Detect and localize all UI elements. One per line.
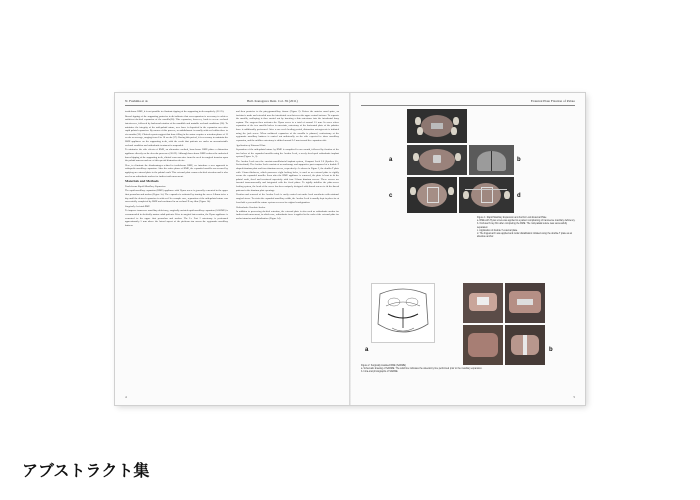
caption-line: a. Schematic drawing of SARME. The solid line indicates the osteotomy line performed prior to the maxillary expansion. [361, 368, 483, 371]
left-column-1 [125, 110, 228, 395]
figure1-photo-b [469, 145, 514, 175]
header-rule [125, 105, 339, 106]
caption-title: Figure 1: Rapid Maxillary Expansion and Anchor Lock External Plate [477, 217, 547, 219]
caption-line: d. The lingual arch was applied and molar distalization initiated using the double-T plate as an absolute anchor. [477, 233, 573, 239]
paragraph: Fixation and removal of the Anchor Lock is easily carried out under local anesthesia with minimal surgical stress. To retain the expanded maxillary width, the Anchor Lock is usually kept in place for at least half a year until the suture system recovers its original configuration. [236, 193, 339, 204]
figure1-photo-d [459, 177, 514, 213]
paragraph: To minimize the side effects of RME, an alternative method, bone-borne RME plates a distraction appliance directly on the alveolar processes (26-29). Although bone-borne RME reduces the undesired buccal tipping of the supporting teeth, clinical concerns arise from the need for surgical invasion upon the palatal mucosa and use of this special distraction device. [125, 148, 228, 163]
left-page [115, 93, 349, 405]
journal-spread [115, 93, 585, 405]
skull-drawing [372, 284, 434, 342]
page-number: 5 [573, 395, 575, 399]
paragraph: In addition to preserving skeletal retention, the external plate is also used as orthodontic anchor for further tooth movement, in which case, orthodontic force is applied to the ends of the external plate for molar intrusion and distalization (Figure 1d). [236, 209, 339, 220]
paragraph: Separation of the mid-palatal suture by RME is completed in one month, followed by fixation of the two halves of the expanded maxilla using the Anchor Lock, a newly developed orthodontic implant system (Figure 1c, 3). [236, 147, 339, 159]
figure1-label-c: c [389, 193, 393, 199]
running-head-journal: Bull. Kanagawa Dent. Col. 39 (2011) [247, 99, 298, 103]
figure1-photo-a [407, 109, 467, 143]
paragraph: tooth-borne RME, it is not possible to eliminate tipping of the supporting teeth completely (22-25). [125, 110, 225, 113]
figure2-photo-3 [463, 325, 503, 365]
caption-title: Figure 2: Surgically Assisted RME (SARME) [361, 365, 406, 367]
figure2-photo-4 [505, 325, 545, 365]
abstracts-label: アブストラクト集 [22, 461, 150, 480]
running-head-title: External Plate Fixation of Palate [530, 99, 575, 103]
paragraph: and then posterior to the pterygomaxillary fissure (Figure 2). Before the anterior nasal spine, an incision is made and extended near the interdental crest between the upper central incisors. To separate the maxilla, scalloping is then carried out by inserting a thin osteotome into the interdental bony septum. The surgeon then activates the Hyrax screw to a total of around 1.5 mm. In cases where separation of the two maxilla halves is uncertain, osteotomy of the horizontal plate of the palatine bone is additionally performed. After a one-week healing period, distraction osteogenesis is initiated using the jack screw. When unilateral expansion of the maxilla is planned, corticotomy at the zygomatic maxillary buttress is carried out unilaterally on the side expected to show maxillary expansion, and the midline osteotomy is shifted around 2-3 mm toward the expansion side. [236, 110, 339, 142]
figure2-label-a: a [365, 347, 369, 353]
paragraph: Buccal tipping of the supporting posterior teeth indicates that overexpansion is necessary to achieve sufficient skeletal expansion of the maxilla(26). This expansion, however, leads to severe occlusal interference, followed by backward rotation of the mandible and unstable occlusal conditions (26). To minimize the integrity of the mid-palatal suture, new bone is deposited in the expansion area after rapid palatal expansion. By means of this process, reestablishment is usually achieved within three to six months (26). Clinical reports suggest that bone filling in the suture requires a retention phase of 12 weeks on average, ranging from 6 to 16 weeks (27). During this period, it is necessary to maintain the RME appliance on the supporting teeth, with the result that patients are under an uncomfortable occlusal condition and orthodontic treatment is suspended. [125, 114, 228, 147]
figure2-photo-2 [505, 283, 545, 323]
figure1-caption [477, 217, 577, 239]
paragraph: The rapid maxillary expansion (RME) appliance with Hyrax screw is generally cemented to the upper first premolars and molars (Figure 1a). The expander is activated by turning the screw 0.8mm twice a day until the desired expansion is achieved. In a sample case, separation of the mid-palatal suture was successfully completed by RME and confirmed in an occlusal X-ray film (Figure 1b). [125, 189, 228, 204]
caption-line: c. Application of double-T external plate. [477, 229, 518, 232]
subsection-heading: Orthodontic Absolute Anchor [236, 205, 266, 209]
figure1-label-b: b [517, 157, 521, 163]
figure1-photo-c [407, 177, 457, 213]
figure2-photo-1 [463, 283, 503, 323]
caption-line: b. Occlusal X-ray film after completing the RME. The mid-palatal suture was successfully separated. [477, 223, 568, 229]
subsection-heading: Surgically Assisted RME [125, 205, 150, 209]
figure2-drawing-a [371, 283, 435, 343]
caption-line: a. RME with Hyrax screw was applied to a patient complaining of transverse maxillary deficiency. [477, 220, 576, 223]
caption-line: b. Intra-oral photographs of SARME. [361, 371, 399, 374]
figure2-label-b: b [549, 347, 553, 353]
left-column-2 [236, 110, 339, 395]
figure1-photo-a-lower [407, 145, 467, 175]
figure1-label-a: a [389, 157, 393, 163]
running-head-authors: N. Fushima et al. [125, 99, 149, 103]
paragraph: Here, to eliminate the disadvantages related to tooth-borne RME, we introduce a new approach to orthopedic maxillary expansion. After the active phase of RME, the expanded maxilla was secured by applying an external plate to the palatal vault. This external plate ensures skeletal retention and is also used as an orthodontic anchor for further tooth movement. [125, 163, 228, 178]
section-heading: Materials and Methods [125, 179, 159, 184]
figure2-caption [361, 365, 501, 375]
right-page [351, 93, 585, 405]
subsection-heading: Application of External Plate [236, 143, 266, 147]
header-rule [361, 105, 575, 106]
paragraph: The Anchor Lock uses the cruciate-maxillofacial implant system, Compact Lock 2.0 (Synthes Co., Switzerland). The Anchor Lock consists of an anchorage and supportive part composed of a double-T shaped titanium plate and four titanium screws, respectively. As shown in Figure 3, the double-T plate with 1.5mm thickness, which possesses eight locking holes, is used as an external plate to rigidly secure the expanded maxilla. Soon after the RME appliance is removed, the plate is bent to fit the palatal vault, fixed and tensioned superiorly with four 2.0mm titanium screws. These screws are inserted trans-mucosally and integrated with the fixed plates. To rigidly stabilize the plate-screw locking system, the head of the screw has been uniquely designed with thread screws to fit the thread patterns in the titanium plate openings. [236, 159, 339, 192]
subsection-heading: Tooth-borne Rapid Maxillary Expansion [125, 185, 166, 189]
page-number: 4 [125, 395, 127, 399]
paragraph: To improve transverse maxillary deficiency, surgically assisted rapid maxillary expansion (SARME) is recommended in skeletally mature adult patients. Prior to surgical intervention, the Hyrax appliance is cemented to the upper first premolars and molars. The Le Fort I osteotomy is performed approximately 5 mm above the lateral aspect of the piriform rim across the zygomatic maxillary buttress [125, 209, 228, 227]
figure1-label-d: d [517, 193, 521, 199]
